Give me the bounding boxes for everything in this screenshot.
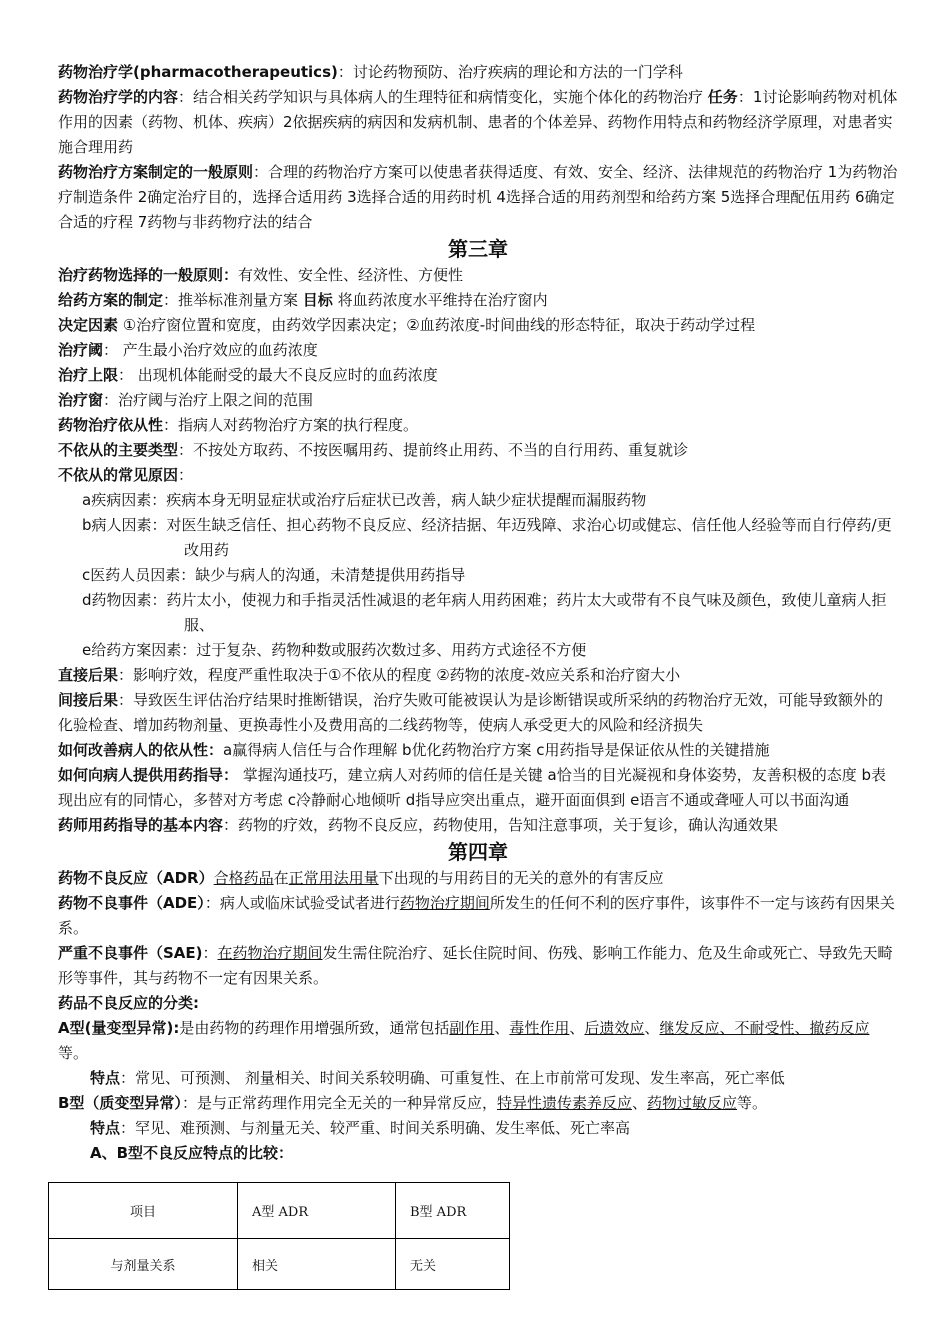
table-header-row (49, 1183, 510, 1239)
table-cell: 无关 (396, 1239, 510, 1290)
table-cell: 相关 (238, 1239, 396, 1290)
cause-item: c医药人员因素：缺少与病人的沟通，未清楚提供用药指导 (82, 566, 466, 584)
deciding-factors: 决定因素 ①治疗窗位置和宽度，由药效学因素决定；②血药浓度-时间曲线的形态特征，取决于药动学过程 (58, 316, 756, 334)
ab-comparison-title: A、B型不良反应特点的比较： (90, 1144, 294, 1162)
therapeutic-window: 治疗窗：治疗阈与治疗上限之间的范围 (58, 391, 314, 409)
document-body (58, 60, 898, 1166)
adr-classification-title: 药品不良反应的分类: (58, 994, 199, 1012)
term: 药物治疗学(pharmacotherapeutics) (58, 63, 338, 81)
indirect-consequence: 间接后果：导致医生评估治疗结果时推断错误，治疗失败可能被误认为是诊断错误或所采纳的药物治疗无效，可能导致额外的化验检查、增加药物剂量、更换毒性小及费用高的二线药物等，使病人承受更大的风险和经济损失 (58, 691, 884, 734)
sae-definition: 严重不良事件（SAE)：在药物治疗期间发生需住院治疗、延长住院时间、伤残、影响工作能力、危及生命或死亡、导致先天畸形等事件，其与药物不一定有因果关系。 (58, 944, 893, 987)
cause-item: d药物因素：药片太小，使视力和手指灵活性减退的老年病人用药困难；药片太大或带有不良气味及颜色，致使儿童病人拒服、 (82, 591, 887, 634)
content-paragraph: 药物治疗学的内容：结合相关药学知识与具体病人的生理特征和病情变化，实施个体化的药物治疗 任务：1讨论影响药物对机体作用的因素（药物、机体、疾病）2依据疾病的病因和发病机制、患者的个体差异、药物作用特点和药物经济学原理，对患者实施合理用药 (58, 88, 898, 156)
table-header-cell: A型 ADR (238, 1183, 396, 1239)
table-row (49, 1239, 510, 1290)
therapeutic-threshold: 治疗阈： 产生最小治疗效应的血药浓度 (58, 341, 318, 359)
table-cell: 与剂量关系 (49, 1239, 238, 1290)
cause-item: b病人因素：对医生缺乏信任、担心药物不良反应、经济拮据、年迈残障、求治心切或健忘、信任他人经验等而自行停药/更改用药 (82, 516, 892, 559)
noncompliance-types: 不依从的主要类型：不按处方取药、不按医嘱用药、提前终止用药、不当的自行用药、重复就诊 (58, 441, 689, 459)
type-b-definition: B型（质变型异常）：是与正常药理作用完全无关的一种异常反应，特异性遗传素养反应、药物过敏反应等。 (58, 1094, 768, 1112)
chapter-3-heading: 第三章 (448, 237, 508, 261)
table-header-cell: B型 ADR (396, 1183, 510, 1239)
noncompliance-causes-title: 不依从的常见原因： (58, 466, 194, 484)
cause-item: e给药方案因素：过于复杂、药物种数或服药次数过多、用药方式途径不方便 (82, 641, 587, 659)
ade-definition: 药物不良事件（ADE）：病人或临床试验受试者进行药物治疗期间所发生的任何不利的医疗事件，该事件不一定与该药有因果关系。 (58, 894, 895, 937)
therapeutic-upper-limit: 治疗上限： 出现机体能耐受的最大不良反应时的血药浓度 (58, 366, 438, 384)
adr-definition: 药物不良反应（ADR）合格药品在正常用法用量下出现的与用药目的无关的意外的有害反应 (58, 869, 664, 887)
definition-paragraph: 药物治疗学(pharmacotherapeutics)：讨论药物预防、治疗疾病的理论和方法的一门学科 (58, 63, 683, 81)
cause-item: a疾病因素：疾病本身无明显症状或治疗后症状已改善，病人缺少症状提醒而漏服药物 (82, 491, 647, 509)
adr-comparison-table (48, 1182, 510, 1290)
chapter-4-heading: 第四章 (448, 840, 508, 864)
dosing-plan: 给药方案的制定：推举标准剂量方案 目标 将血药浓度水平维持在治疗窗内 (58, 291, 548, 309)
improve-compliance: 如何改善病人的依从性：a赢得病人信任与合作理解 b优化药物治疗方案 c用药指导是保证依从性的关键措施 (58, 741, 770, 759)
table-header-cell: 项目 (49, 1183, 238, 1239)
direct-consequence: 直接后果：影响疗效，程度严重性取决于①不依从的程度 ②药物的浓度-效应关系和治疗窗大小 (58, 666, 681, 684)
compliance-definition: 药物治疗依从性：指病人对药物治疗方案的执行程度。 (58, 416, 419, 434)
medication-guidance: 如何向病人提供用药指导： 掌握沟通技巧，建立病人对药师的信任是关键 a恰当的目光凝视和身体姿势，友善积极的态度 b表现出应有的同情心，多替对方考虑 c冷静耐心地倾听 d指导应突出重点，避开面面俱到 e语言不通或聋哑人可以书面沟通 (58, 766, 887, 809)
type-a-features: 特点：常见、可预测、 剂量相关、时间关系较明确、可重复性、在上市前常可发现、发生率高，死亡率低 (90, 1069, 785, 1087)
plan-principles-paragraph: 药物治疗方案制定的一般原则：合理的药物治疗方案可以使患者获得适度、有效、安全、经济、法律规范的药物治疗 1为药物治疗制造条件 2确定治疗目的，选择合适用药 3选择合适的用药时机 4选择合适的用药剂型和给药方案 5选择合理配伍用药 6确定合适的疗程 7药物与非药物疗法的结合 (58, 163, 898, 231)
pharmacist-guidance-content: 药师用药指导的基本内容：药物的疗效，药物不良反应，药物使用，告知注意事项，关于复诊，确认沟通效果 (58, 816, 779, 834)
type-b-features: 特点：罕见、难预测、与剂量无关、较严重、时间关系明确、发生率低、死亡率高 (90, 1119, 631, 1137)
type-a-definition: A型(量变型异常):是由药物的药理作用增强所致，通常包括副作用、毒性作用、后遗效应、继发反应、不耐受性、撤药反应等。 (58, 1019, 870, 1062)
selection-principles: 治疗药物选择的一般原则：有效性、安全性、经济性、方便性 (58, 266, 464, 284)
